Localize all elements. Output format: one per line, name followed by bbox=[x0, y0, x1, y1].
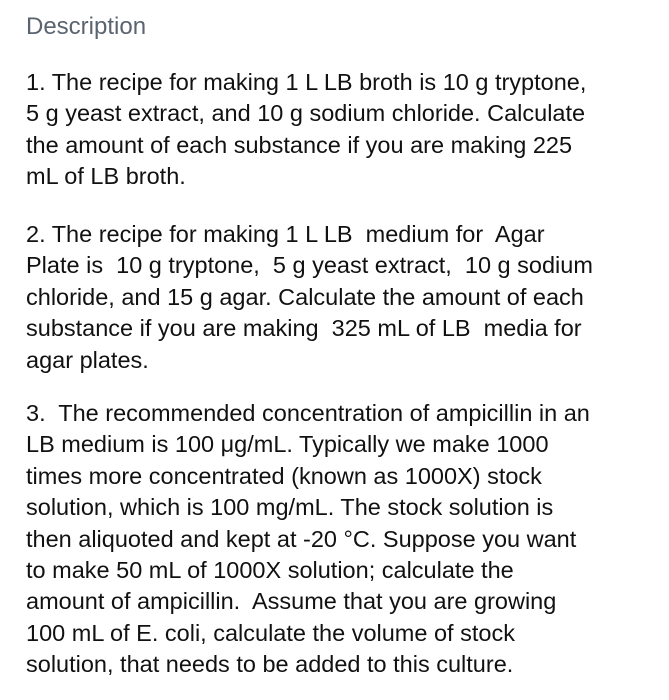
question-2-line: agar plates. bbox=[26, 346, 149, 373]
section-heading: Description bbox=[26, 13, 147, 40]
question-3-line: LB medium is 100 μg/mL. Typically we make 1000 bbox=[26, 431, 549, 458]
question-3-line: then aliquoted and kept at -20 °C. Suppose you want bbox=[26, 525, 577, 552]
question-3-line: amount of ampicillin. Assume that you are growing bbox=[26, 588, 557, 615]
question-2 bbox=[26, 219, 666, 376]
question-1-line: 5 g yeast extract, and 10 g sodium chloride. Calculate bbox=[26, 100, 586, 127]
question-3-line: solution, which is 100 mg/mL. The stock solution is bbox=[26, 494, 554, 521]
question-3-line: 100 mL of E. coli, calculate the volume of stock bbox=[26, 619, 515, 646]
question-3 bbox=[26, 398, 666, 681]
question-3-line: times more concentrated (known as 1000X) stock bbox=[26, 462, 542, 489]
question-1 bbox=[26, 67, 666, 193]
question-3-line: to make 50 mL of 1000X solution; calculate the bbox=[26, 557, 514, 584]
question-3-line: solution, that needs to be added to this culture. bbox=[26, 651, 514, 678]
question-1-line: the amount of each substance if you are making 225 bbox=[26, 131, 573, 158]
question-1-line: mL of LB broth. bbox=[26, 163, 186, 190]
question-2-line: chloride, and 15 g agar. Calculate the amount of each bbox=[26, 283, 584, 310]
question-2-line: 2. The recipe for making 1 L LB medium for Agar bbox=[26, 221, 545, 247]
question-2-line: Plate is 10 g tryptone, 5 g yeast extract, 10 g sodium bbox=[26, 252, 593, 279]
question-2-line: substance if you are making 325 mL of LB media for bbox=[26, 315, 582, 342]
question-3-line: 3. The recommended concentration of ampicillin in an bbox=[26, 400, 590, 426]
question-1-line: 1. The recipe for making 1 L LB broth is 10 g tryptone, bbox=[26, 69, 587, 95]
